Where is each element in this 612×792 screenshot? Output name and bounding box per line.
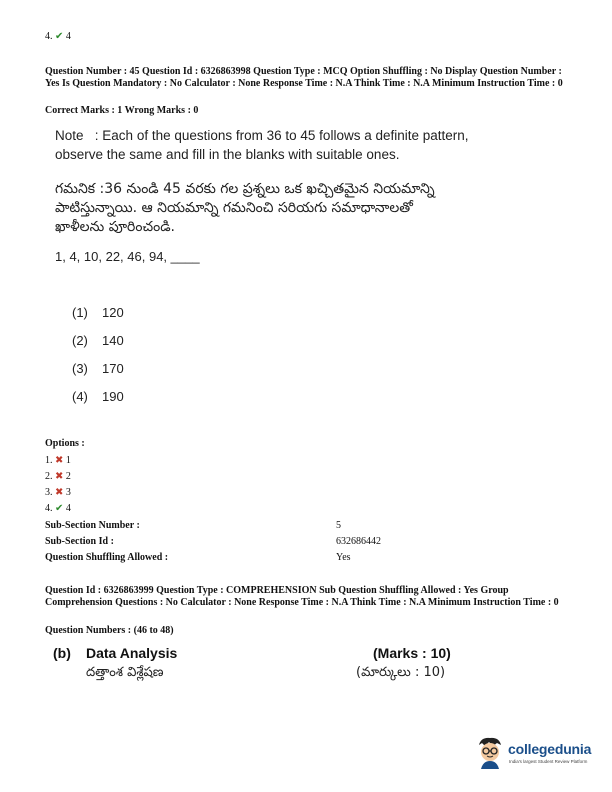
note-telugu — [55, 180, 535, 237]
option-value: 4 — [65, 31, 71, 42]
option-value: 2 — [65, 471, 71, 482]
telugu-line-2: పాటిస్తున్నాయి. ఆ నియమాన్ని గమనించి సరియగు సమాధానాలతో — [55, 200, 413, 216]
note-block — [55, 126, 525, 164]
options-label: Options : — [45, 438, 85, 449]
question-series: 1, 4, 10, 22, 46, 94, ____ — [55, 249, 200, 264]
option-number: 3. — [45, 487, 53, 498]
option-1 — [45, 455, 71, 467]
question-numbers: Question Numbers : (46 to 48) — [45, 625, 174, 636]
option-number: 2. — [45, 471, 53, 482]
option-number: 4. — [45, 503, 53, 514]
option-number: 4. — [45, 31, 53, 42]
note-line-1 — [55, 126, 525, 145]
choice-number: (4) — [72, 389, 88, 404]
section-title-telugu: దత్తాంశ విశ్లేషణ — [86, 665, 164, 680]
subsection-id-label: Sub-Section Id : — [45, 536, 114, 547]
option-4 — [45, 503, 71, 515]
note-text: : Each of the questions from 36 to 45 follows a definite pattern, — [94, 128, 469, 143]
prev-option-correct — [45, 31, 71, 43]
section-marks-telugu: (మార్కులు : 10) — [356, 665, 446, 680]
cross-icon: ✖ — [55, 487, 64, 498]
shuffle-label: Question Shuffling Allowed : — [45, 552, 169, 563]
check-icon: ✔ — [55, 31, 64, 42]
subsection-number-label: Sub-Section Number : — [45, 520, 140, 531]
choice-value: 190 — [102, 389, 124, 404]
choice-value: 140 — [102, 333, 124, 348]
collegedunia-logo — [475, 733, 605, 773]
choice-1 — [72, 305, 124, 320]
shuffle-value: Yes — [336, 552, 351, 563]
option-value: 1 — [65, 455, 71, 466]
note-label: Note — [55, 128, 84, 143]
question-header: Question Number : 45 Question Id : 6326863998 Question Type : MCQ Option Shuffling : No Display Question Number : Yes Is Question Mandatory : No Calculator : None Response Time : N.A Think Time : N.A Minimum Instruction Time : 0 — [45, 66, 563, 89]
cross-icon: ✖ — [55, 455, 64, 466]
option-2 — [45, 471, 71, 483]
choice-value: 170 — [102, 361, 124, 376]
subsection-number-value: 5 — [336, 520, 341, 531]
choice-number: (1) — [72, 305, 88, 320]
subsection-id-value: 632686442 — [336, 536, 381, 547]
student-mascot-icon — [475, 735, 505, 769]
option-value: 3 — [65, 487, 71, 498]
section-letter: (b) — [53, 645, 71, 661]
option-3 — [45, 487, 71, 499]
check-icon: ✔ — [55, 503, 64, 514]
choice-2 — [72, 333, 124, 348]
choice-4 — [72, 389, 124, 404]
choice-number: (3) — [72, 361, 88, 376]
section-title: Data Analysis — [86, 645, 178, 661]
choice-number: (2) — [72, 333, 88, 348]
telugu-line-1: గమనిక :36 నుండి 45 వరకు గల ప్రశ్నలు ఒక ఖచ్చితమైన నియమాన్ని — [55, 181, 435, 197]
cross-icon: ✖ — [55, 471, 64, 482]
note-line-2: observe the same and fill in the blanks with suitable ones. — [55, 147, 400, 162]
logo-tagline: India's largest Student Review Platform — [509, 759, 588, 764]
logo-name: collegedunia — [508, 741, 592, 757]
choice-3 — [72, 361, 124, 376]
section-marks: (Marks : 10) — [373, 645, 451, 661]
question-header: Question Id : 6326863999 Question Type : COMPREHENSION Sub Question Shuffling Allowed : Yes Group Comprehension Questions : No Calculator : None Response Time : N.A Think Time : N.A Minimum Instruction Time : 0 — [45, 585, 559, 608]
telugu-line-3: ఖాళీలను పూరించండి. — [55, 219, 176, 235]
option-value: 4 — [65, 503, 71, 514]
option-number: 1. — [45, 455, 53, 466]
question-marks: Correct Marks : 1 Wrong Marks : 0 — [45, 105, 199, 116]
choice-value: 120 — [102, 305, 124, 320]
